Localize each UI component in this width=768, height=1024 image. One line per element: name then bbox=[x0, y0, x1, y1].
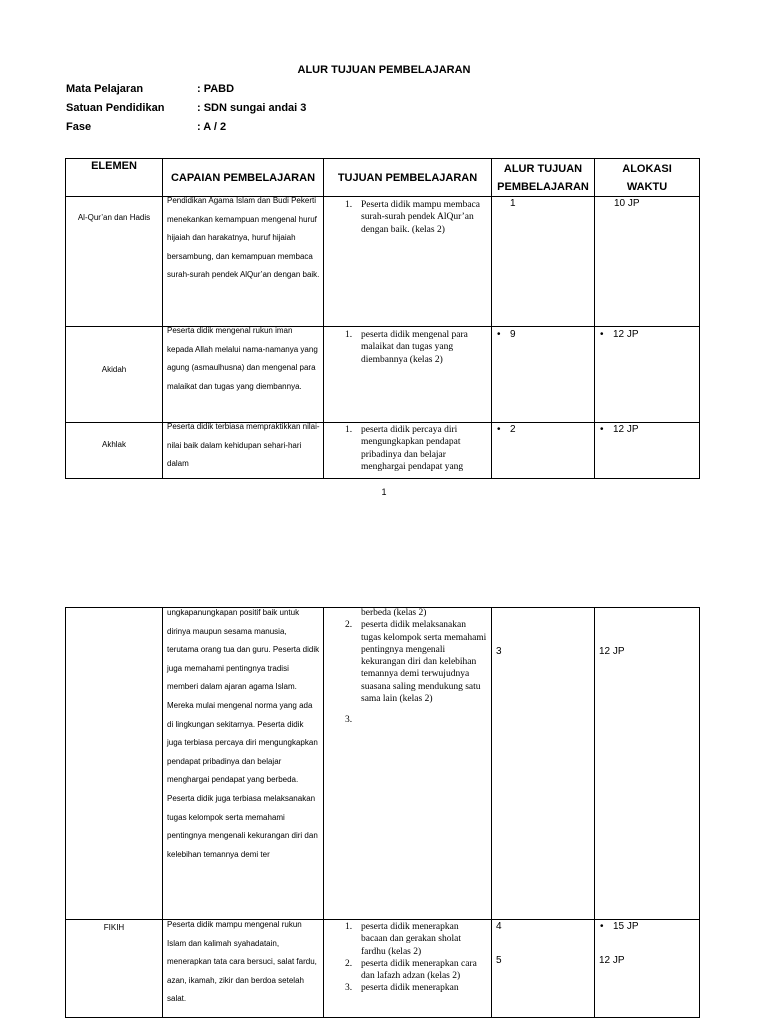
alokasi-value: 12 JP bbox=[599, 646, 625, 657]
alokasi-cell bbox=[595, 197, 700, 327]
alokasi-list bbox=[595, 329, 699, 340]
tujuan-list bbox=[324, 329, 491, 366]
tujuan-item bbox=[324, 619, 491, 705]
tujuan-continuation: berbeda (kelas 2) bbox=[361, 608, 427, 618]
table-header-row bbox=[66, 159, 700, 197]
capaian-cell bbox=[163, 327, 324, 423]
alur-cell bbox=[492, 920, 595, 1018]
alur-value: 3 bbox=[496, 646, 502, 657]
tujuan-text: peserta didik mengenal para malaikat dan tugas yang diembannya (kelas 2) bbox=[361, 330, 468, 365]
tujuan-text: peserta didik percaya diri mengungkapkan pendapat pribadinya dan belajar menghargai pendapat yang bbox=[361, 425, 464, 472]
alokasi-value: • 15 JP bbox=[595, 921, 699, 932]
atp-table-page-1 bbox=[65, 158, 700, 479]
capaian-cell bbox=[163, 197, 324, 327]
alokasi-cell bbox=[595, 423, 700, 479]
tujuan-number: 1. bbox=[345, 330, 353, 340]
alur-value: 1 bbox=[510, 198, 516, 209]
alur-cell bbox=[492, 327, 595, 423]
page-number: 1 bbox=[381, 487, 387, 497]
meta-label-mata-pelajaran: Mata Pelajaran bbox=[66, 83, 144, 95]
atp-table-page-2 bbox=[65, 607, 700, 1018]
alokasi-value: • 12 JP bbox=[595, 424, 699, 435]
alur-value: • 2 bbox=[492, 424, 594, 435]
alur-list bbox=[492, 424, 594, 435]
capaian-text: Pendidikan Agama Islam dan Budi Pekerti menekankan kemampuan mengenal huruf hijaiah dan harakatnya, huruf hijaiah bersambung, dan kemampuan membaca surah-surah pendek AlQur’an dengan baik. bbox=[167, 196, 320, 280]
tujuan-number: 1. bbox=[345, 200, 353, 210]
alur-value: • 9 bbox=[492, 329, 594, 340]
tujuan-number: 2. bbox=[345, 958, 353, 969]
alur-value: 4 bbox=[496, 921, 502, 932]
elemen-text: FIKIH bbox=[103, 923, 125, 932]
elemen-cell bbox=[66, 327, 163, 423]
alokasi-cell bbox=[595, 327, 700, 423]
meta-label-satuan-pendidikan: Satuan Pendidikan bbox=[66, 102, 165, 114]
tujuan-number: 1. bbox=[345, 425, 353, 435]
tujuan-number: 2. bbox=[345, 620, 353, 631]
tujuan-item bbox=[324, 958, 491, 983]
header-alokasi-line-2: WAKTU bbox=[626, 181, 668, 193]
tujuan-item bbox=[324, 329, 491, 366]
elemen-cell-empty bbox=[66, 608, 163, 920]
capaian-text: Peserta didik mampu mengenal rukun Islam dan kalimah syahadatain, menerapkan tata cara bersuci, salat fardu, azan, ikamah, zikir dan berdoa setelah salat. bbox=[167, 920, 317, 1004]
alur-cell bbox=[492, 197, 595, 327]
alokasi-list bbox=[595, 921, 699, 932]
tujuan-item bbox=[324, 921, 491, 958]
table-row bbox=[66, 197, 700, 327]
alokasi-value: 10 JP bbox=[614, 198, 640, 209]
table-row bbox=[66, 608, 700, 920]
table-row bbox=[66, 423, 700, 479]
elemen-text: Al-Qur’an dan Hadis bbox=[77, 213, 151, 222]
tujuan-number: 1. bbox=[345, 922, 353, 932]
tujuan-cell bbox=[324, 327, 492, 423]
header-alokasi-line-1: ALOKASI bbox=[622, 163, 672, 175]
document-title: ALUR TUJUAN PEMBELAJARAN bbox=[297, 64, 471, 76]
header-alokasi bbox=[595, 159, 700, 197]
header-alur-line-1: ALUR TUJUAN bbox=[503, 163, 583, 175]
alur-value: 5 bbox=[496, 955, 502, 966]
tujuan-item bbox=[324, 982, 491, 994]
capaian-text: Peserta didik terbiasa mempraktikkan nilai-nilai baik dalam kehidupan sehari-hari dalam bbox=[167, 422, 320, 469]
tujuan-item bbox=[324, 424, 491, 473]
tujuan-text: peserta didik menerapkan cara dan lafazh adzan (kelas 2) bbox=[361, 958, 477, 982]
table-row bbox=[66, 920, 700, 1018]
tujuan-cell bbox=[324, 608, 492, 920]
tujuan-number: 3. bbox=[345, 715, 353, 726]
elemen-cell bbox=[66, 920, 163, 1018]
capaian-cell bbox=[163, 920, 324, 1018]
tujuan-cell bbox=[324, 920, 492, 1018]
tujuan-list bbox=[324, 619, 491, 726]
tujuan-item bbox=[324, 199, 491, 236]
elemen-cell bbox=[66, 197, 163, 327]
meta-value-mata-pelajaran: : PABD bbox=[197, 83, 235, 95]
tujuan-cell bbox=[324, 197, 492, 327]
header-alur-line-2: PEMBELAJARAN bbox=[497, 181, 589, 193]
tujuan-text: Peserta didik mampu membaca surah-surah pendek AlQur’an dengan baik. (kelas 2) bbox=[361, 200, 480, 235]
alur-list bbox=[492, 329, 594, 340]
alur-cell bbox=[492, 608, 595, 920]
elemen-text: Akhlak bbox=[101, 440, 126, 449]
tujuan-text: peserta didik melaksanakan tugas kelompok serta memahami pentingnya mengenali kekurangan diri dan kelebihan temannya demi terwujudnya suasana saling mendukung satu sama lain (kelas 2) bbox=[361, 620, 487, 705]
header-alur bbox=[492, 159, 595, 197]
tujuan-number: 3. bbox=[345, 983, 353, 994]
alokasi-value: • 12 JP bbox=[595, 329, 699, 340]
tujuan-text: peserta didik menerapkan bacaan dan gerakan sholat fardhu (kelas 2) bbox=[361, 922, 461, 957]
meta-label-fase: Fase bbox=[66, 121, 92, 133]
tujuan-text: peserta didik menerapkan bbox=[361, 983, 459, 994]
alokasi-cell bbox=[595, 920, 700, 1018]
header-tujuan: TUJUAN PEMBELAJARAN bbox=[324, 159, 492, 197]
header-capaian: CAPAIAN PEMBELAJARAN bbox=[163, 159, 324, 197]
table-row bbox=[66, 327, 700, 423]
meta-value-satuan-pendidikan: : SDN sungai andai 3 bbox=[197, 102, 307, 114]
tujuan-list bbox=[324, 199, 491, 236]
capaian-cell bbox=[163, 608, 324, 920]
capaian-cell bbox=[163, 423, 324, 479]
tujuan-list bbox=[324, 424, 491, 473]
alokasi-value: 12 JP bbox=[599, 955, 625, 966]
capaian-text: ungkapanungkapan positif baik untuk dirinya maupun sesama manusia, terutama orang tua dan guru. Peserta didik juga memahami pentingnya tradisi memberi dalam ajaran agama Islam. Mereka mulai mengenal norma yang ada di lingkungan sekitarnya. Peserta didik juga terbiasa percaya diri mengungkapkan pendapat pribadinya dan belajar menghargai pendapat yang berbeda. Peserta didik juga terbiasa melaksanakan tugas kelompok serta memahami pentingnya mengenali kekurangan diri dan kelebihan temannya demi ter bbox=[167, 608, 320, 859]
tujuan-list bbox=[324, 921, 491, 995]
elemen-cell bbox=[66, 423, 163, 479]
alokasi-list bbox=[595, 424, 699, 435]
capaian-text: Peserta didik mengenal rukun iman kepada Allah melalui nama-namanya yang agung (asmaulhusna) dan mengenal para malaikat dan tugas yang diembannya. bbox=[167, 326, 318, 391]
elemen-text: Akidah bbox=[101, 365, 127, 374]
meta-value-fase: : A / 2 bbox=[197, 121, 227, 133]
tujuan-cell bbox=[324, 423, 492, 479]
header-elemen: ELEMEN bbox=[66, 159, 163, 197]
alokasi-cell bbox=[595, 608, 700, 920]
alur-cell bbox=[492, 423, 595, 479]
